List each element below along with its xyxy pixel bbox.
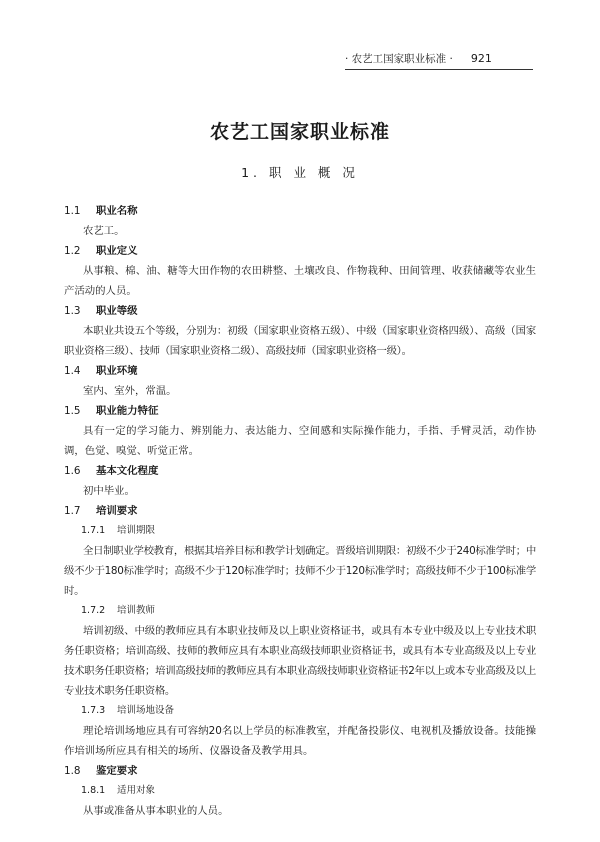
subsection-text-1-7-1: 全日制职业学校教育，根据其培养目标和教学计划确定。晋级培训期限：初级不少于240标准学时；中级不少于180标准学时；高级不少于120标准学时；技师不少于120标准学时；高级技师不少于100标准学时。 — [64, 545, 536, 597]
page-number: 921 — [470, 52, 492, 65]
section-heading-1-6 — [64, 461, 536, 481]
subsection-text-1-7-3: 理论培训场地应具有可容纳20名以上学员的标准教室，并配备投影仪、电视机及播放设备。技能操作培训场所应具有相关的场所、仪器设备及教学用具。 — [64, 725, 536, 757]
subsection-number: 1.8.1 — [81, 785, 106, 796]
document-title: 农艺工国家职业标准 — [209, 121, 390, 143]
subsection-number: 1.7.1 — [81, 525, 106, 536]
section-number: 1.7 — [64, 505, 81, 517]
section-text-1-6: 初中毕业。 — [83, 485, 135, 497]
subsection-title: 培训教师 — [117, 605, 156, 616]
section-title: 职业定义 — [96, 245, 138, 257]
subsection-heading-1-7-2 — [64, 601, 536, 621]
section-text-1-1: 农艺工。 — [83, 225, 125, 237]
running-title: · 农艺工国家职业标准 · — [345, 53, 453, 65]
section-number: 1.6 — [64, 465, 81, 477]
section-number: 1.3 — [64, 305, 81, 317]
section-text-1-5: 具有一定的学习能力、辨别能力、表达能力、空间感和实际操作能力，手指、手臂灵活，动作协调，色觉、嗅觉、听觉正常。 — [64, 425, 536, 457]
section-title: 职业等级 — [96, 305, 138, 317]
subsection-text-1-8-1: 从事或准备从事本职业的人员。 — [83, 805, 229, 817]
section-heading-1-8 — [64, 761, 536, 781]
subsection-heading-1-7-3 — [64, 701, 536, 721]
section-title: 职业环境 — [96, 365, 138, 377]
section-number: 1.2 — [64, 245, 81, 257]
subsection-heading-1-7-1 — [64, 521, 536, 541]
section-number: 1.8 — [64, 765, 81, 777]
section-heading-1-4 — [64, 361, 536, 381]
section-number: 1.4 — [64, 365, 81, 377]
subsection-title: 培训场地设备 — [117, 705, 175, 716]
section-heading-1-2 — [64, 241, 536, 261]
section-title: 培训要求 — [96, 505, 138, 517]
section-number: 1.1 — [64, 205, 81, 217]
section-heading-1-1 — [64, 201, 536, 221]
section-heading-1-5 — [64, 401, 536, 421]
section-text-1-4: 室内、室外，常温。 — [83, 385, 177, 397]
subsection-number: 1.7.2 — [81, 605, 106, 616]
section-heading-1-3 — [64, 301, 536, 321]
chapter-heading: 1. 职 业 概 况 — [241, 165, 359, 180]
subsection-text-1-7-2: 培训初级、中级的教师应具有本职业技师及以上职业资格证书，或具有本专业中级及以上专业技术职务任职资格；培训高级、技师的教师应具有本职业高级技师职业资格证书，或具有本专业高级及以上专业技术职务任职资格；培训高级技师的教师应具有本职业高级技师职业资格证书2年以上或本专业高级及以上专业技术职务任职资格。 — [64, 625, 536, 697]
section-title: 职业名称 — [96, 205, 138, 217]
subsection-title: 培训期限 — [117, 525, 156, 536]
section-heading-1-7 — [64, 501, 536, 521]
subsection-heading-1-8-1 — [64, 781, 536, 801]
section-text-1-3: 本职业共设五个等级，分别为：初级（国家职业资格五级）、中级（国家职业资格四级）、高级（国家职业资格三级）、技师（国家职业资格二级）、高级技师（国家职业资格一级）。 — [64, 325, 536, 357]
subsection-title: 适用对象 — [117, 785, 156, 796]
section-text-1-2: 从事粮、棉、油、糖等大田作物的农田耕整、土壤改良、作物栽种、田间管理、收获储藏等农业生产活动的人员。 — [64, 265, 536, 297]
section-title: 基本文化程度 — [96, 465, 159, 477]
running-header — [345, 51, 533, 70]
section-number: 1.5 — [64, 405, 81, 417]
document-body — [64, 201, 536, 821]
section-title: 鉴定要求 — [96, 765, 138, 777]
subsection-number: 1.7.3 — [81, 705, 106, 716]
section-title: 职业能力特征 — [96, 405, 159, 417]
